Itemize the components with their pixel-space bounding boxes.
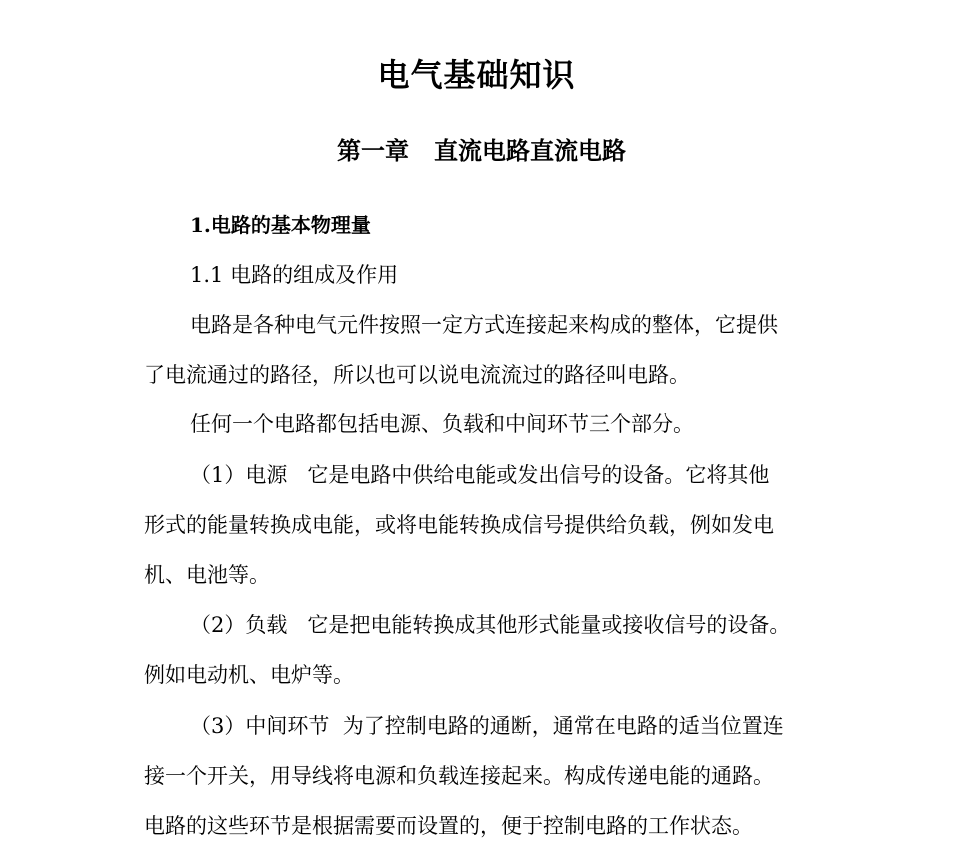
paragraph-line: 形式的能量转换成电能，或将电能转换成信号提供给负载，例如发电 <box>144 513 774 537</box>
section-heading: 1.电路的基本物理量 <box>190 213 371 237</box>
paragraph-line: （3）中间环节 为了控制电路的通断，通常在电路的适当位置连 <box>190 714 784 738</box>
paragraph-line: 电路是各种电气元件按照一定方式连接起来构成的整体，它提供 <box>190 313 778 337</box>
subsection-heading: 1.1 电路的组成及作用 <box>190 263 399 287</box>
paragraph-line: 了电流通过的路径，所以也可以说电流流过的路径叫电路。 <box>144 363 690 387</box>
paragraph-line: （2）负载 它是把电能转换成其他形式能量或接收信号的设备。 <box>190 613 791 637</box>
chapter-heading: 第一章 直流电路直流电路 <box>336 136 627 165</box>
paragraph-line: 机、电池等。 <box>144 563 270 587</box>
document-title: 电气基础知识 <box>377 56 576 94</box>
paragraph-line: （1）电源 它是电路中供给电能或发出信号的设备。它将其他 <box>190 463 770 487</box>
paragraph-line: 任何一个电路都包括电源、负载和中间环节三个部分。 <box>190 412 694 436</box>
paragraph-line: 电路的这些环节是根据需要而设置的，便于控制电路的工作状态。 <box>144 814 753 838</box>
paragraph-line: 接一个开关，用导线将电源和负载连接起来。构成传递电能的通路。 <box>144 764 774 788</box>
paragraph-line: 例如电动机、电炉等。 <box>144 663 354 687</box>
